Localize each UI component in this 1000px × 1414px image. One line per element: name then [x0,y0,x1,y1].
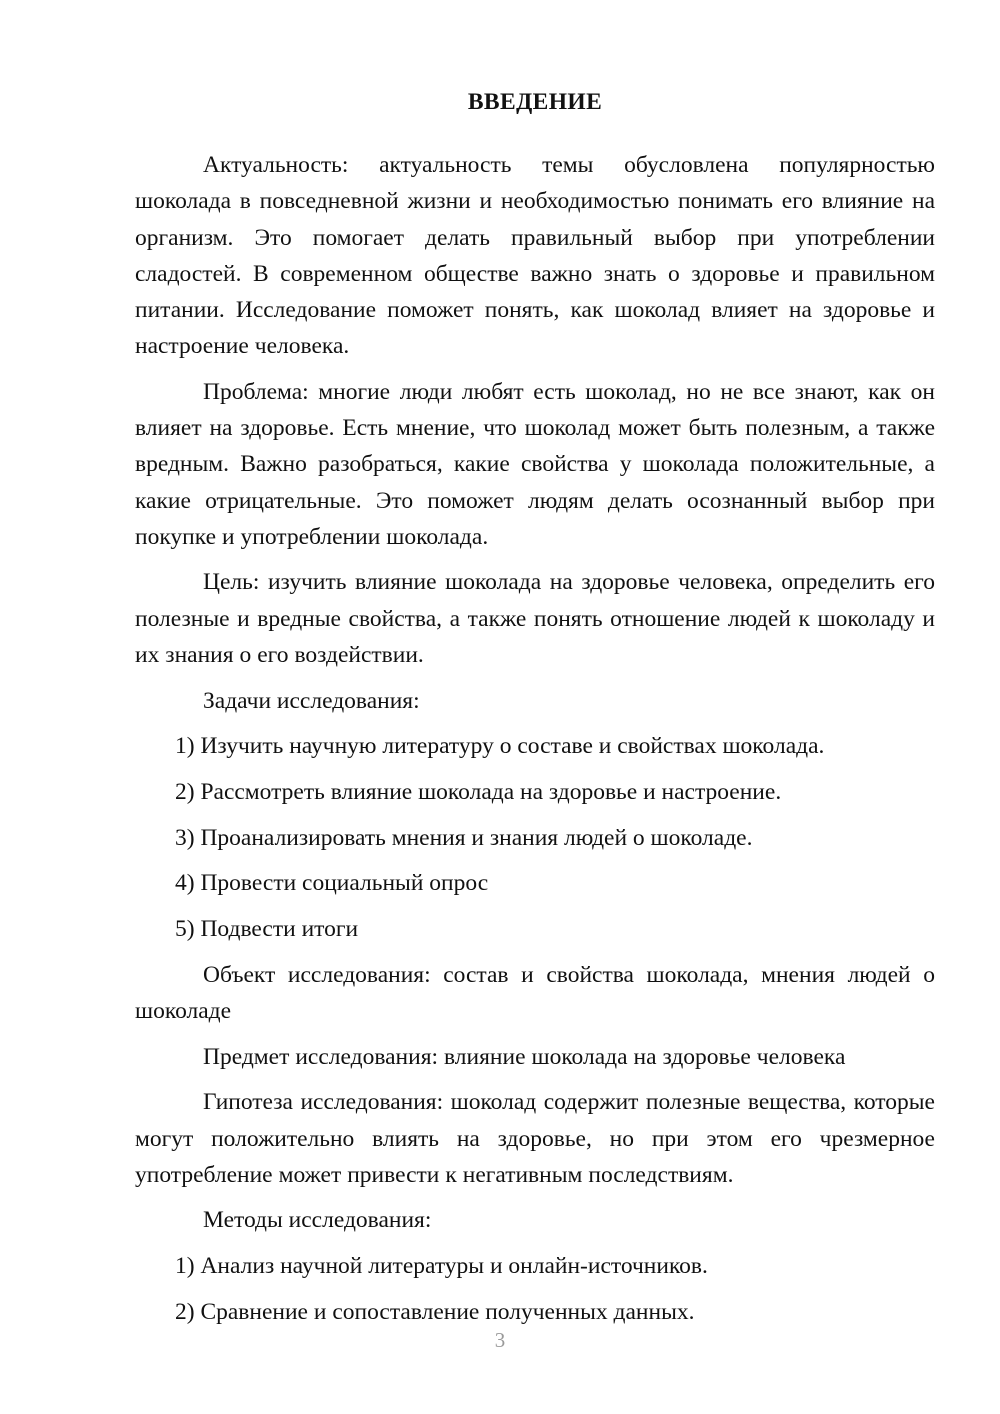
paragraph-problem: Проблема: многие люди любят есть шоколад, но не все знают, как он влияет на здоровье. Есть мнение, что шоколад может быть полезным, а также вредным. Важно разобраться, какие свойства у шоколада положительные, а какие отрицательные. Это поможет людям делать осознанный выбор при покупке и употреблении шоколада. [135,378,935,550]
paragraph-subject: Предмет исследования: влияние шоколада на здоровье человека [203,1043,846,1070]
list-item: 2) Рассмотреть влияние шоколада на здоровье и настроение. [175,778,782,805]
paragraph-relevance: Актуальность: актуальность темы обусловлена популярностью шоколада в повседневной жизни и необходимостью понимать его влияние на организм. Это помогает делать правильный выбор при употреблении сладостей. В современном обществе важно знать о здоровье и правильном питании. Исследование поможет понять, как шоколад влияет на здоровье и настроение человека. [135,152,935,360]
paragraph-goal: Цель: изучить влияние шоколада на здоровье человека, определить его полезные и вредные свойства, а также понять отношение людей к шоколаду и их знания о его воздействии. [135,569,935,668]
heading-tasks: Задачи исследования: [203,687,420,714]
heading-methods: Методы исследования: [203,1207,432,1234]
list-item: 1) Изучить научную литературу о составе и свойствах шоколада. [175,733,825,760]
list-item: 3) Проанализировать мнения и знания людей о шоколаде. [175,824,753,851]
page-number: 3 [494,1328,506,1352]
document-body [135,88,935,1340]
list-item: 1) Анализ научной литературы и онлайн-источников. [175,1253,708,1280]
list-item: 4) Провести социальный опрос [175,870,489,897]
list-item: 2) Сравнение и сопоставление полученных данных. [175,1298,695,1325]
list-item: 5) Подвести итоги [175,916,359,943]
paragraph-object: Объект исследования: состав и свойства шоколада, мнения людей о шоколаде [135,961,935,1024]
page-title: ВВЕДЕНИЕ [467,89,603,115]
paragraph-hypothesis: Гипотеза исследования: шоколад содержит полезные вещества, которые могут положительно влиять на здоровье, но при этом его чрезмерное употребление может привести к негативным последствиям. [135,1089,935,1188]
